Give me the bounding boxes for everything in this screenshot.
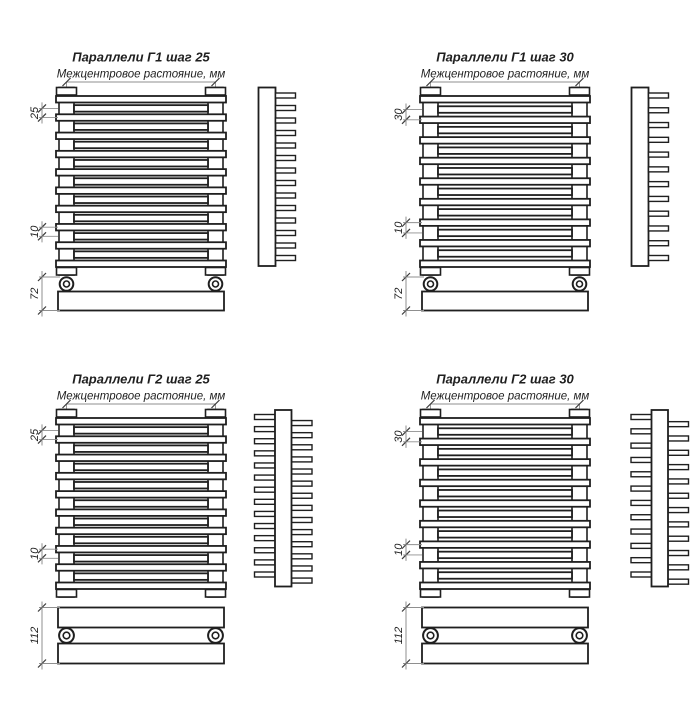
pipe-section-inner-circle bbox=[212, 632, 219, 639]
side-tube-stub bbox=[292, 457, 313, 462]
tube-front bbox=[420, 521, 590, 528]
side-tube-stub bbox=[668, 579, 689, 584]
side-tube-stub bbox=[292, 530, 313, 535]
bottom-housing bbox=[422, 644, 588, 664]
tube-back bbox=[74, 215, 208, 222]
pipe-section-inner-circle bbox=[577, 281, 583, 287]
tube-front bbox=[420, 459, 590, 466]
tube-back bbox=[74, 519, 208, 526]
tube-front bbox=[56, 242, 226, 249]
tube-front bbox=[420, 541, 590, 548]
tube-back bbox=[438, 572, 572, 579]
side-tube-stub bbox=[292, 505, 313, 510]
side-tube-stub bbox=[276, 93, 296, 98]
collector-cap bbox=[206, 268, 226, 276]
tube-back bbox=[438, 230, 572, 237]
side-tube-stub bbox=[668, 450, 689, 455]
side-tube-stub bbox=[649, 241, 669, 246]
tube-front bbox=[420, 158, 590, 165]
side-tube-stub bbox=[649, 152, 669, 157]
side-tube-stub bbox=[255, 451, 276, 456]
drawing-title: Параллели Г2 шаг 30 bbox=[436, 371, 574, 387]
side-tube-stub bbox=[668, 536, 689, 541]
tube-front bbox=[420, 439, 590, 446]
tube-back bbox=[74, 573, 208, 580]
side-tube-stub bbox=[292, 469, 313, 474]
pipe-section-inner-circle bbox=[427, 632, 434, 639]
side-tube-stub bbox=[668, 493, 689, 498]
side-tube-stub bbox=[668, 551, 689, 556]
tube-back bbox=[74, 427, 208, 434]
collector-cap bbox=[570, 410, 590, 418]
collector-cap bbox=[57, 88, 77, 96]
side-tube-stub bbox=[631, 515, 652, 520]
gap-dimension-label: 10 bbox=[29, 225, 41, 238]
side-tube-stub bbox=[631, 529, 652, 534]
tube-back bbox=[74, 197, 208, 204]
collector-cap bbox=[570, 268, 590, 276]
side-tube-stub bbox=[649, 137, 669, 142]
side-tube-stub bbox=[276, 206, 296, 211]
side-tube-stub bbox=[668, 436, 689, 441]
tube-front bbox=[56, 133, 226, 140]
gap-dimension-label: 10 bbox=[29, 547, 41, 560]
tube-front bbox=[56, 509, 226, 516]
tube-front bbox=[420, 240, 590, 247]
side-tube-stub bbox=[631, 486, 652, 491]
step-dimension-label: 30 bbox=[393, 430, 405, 443]
tube-back bbox=[438, 511, 572, 518]
collector-cap bbox=[206, 88, 226, 96]
tube-front bbox=[420, 583, 590, 590]
quadrant-parallels-g2-step-25 bbox=[29, 372, 312, 670]
side-tube-stub bbox=[668, 422, 689, 427]
tube-front bbox=[420, 500, 590, 507]
side-tube-stub bbox=[255, 499, 276, 504]
collector-cap bbox=[570, 590, 590, 598]
side-tube-stub bbox=[255, 475, 276, 480]
tube-back bbox=[438, 449, 572, 456]
tube-back bbox=[74, 123, 208, 129]
bottom-housing bbox=[422, 608, 588, 628]
pipe-section-inner-circle bbox=[213, 281, 219, 287]
step-dimension-label: 25 bbox=[29, 428, 41, 442]
side-tube-stub bbox=[255, 536, 276, 541]
step-dimension-label: 30 bbox=[393, 108, 405, 121]
tube-back bbox=[74, 445, 208, 452]
tube-back bbox=[438, 189, 572, 196]
tube-back bbox=[438, 469, 572, 476]
side-tube-stub bbox=[668, 479, 689, 484]
side-tube-stub bbox=[631, 558, 652, 563]
tube-front bbox=[56, 546, 226, 553]
side-tube-stub bbox=[276, 156, 296, 161]
tube-front bbox=[56, 224, 226, 231]
side-tube-stub bbox=[276, 131, 296, 136]
tube-back bbox=[74, 537, 208, 544]
side-tube-stub bbox=[631, 472, 652, 477]
side-tube-stub bbox=[292, 554, 313, 559]
side-tube-stub bbox=[649, 211, 669, 216]
tube-back bbox=[438, 490, 572, 497]
side-tube-stub bbox=[631, 443, 652, 448]
tube-front bbox=[420, 199, 590, 206]
side-tube-stub bbox=[255, 415, 276, 420]
pipe-section-inner-circle bbox=[576, 632, 583, 639]
side-tube-stub bbox=[276, 218, 296, 223]
tube-front bbox=[56, 418, 226, 425]
side-tube-stub bbox=[649, 226, 669, 231]
tube-back bbox=[74, 160, 208, 167]
step-dimension-label: 25 bbox=[29, 106, 41, 120]
side-profile-body bbox=[632, 88, 649, 267]
quadrant-parallels-g1-step-25 bbox=[29, 50, 296, 317]
side-tube-stub bbox=[631, 572, 652, 577]
bottom-housing bbox=[422, 292, 588, 311]
bottom-housing bbox=[58, 608, 224, 628]
side-tube-stub bbox=[276, 106, 296, 111]
quadrant-parallels-g2-step-30 bbox=[393, 372, 689, 670]
drawing-subtitle: Межцентровое растояние, мм bbox=[420, 68, 590, 81]
tube-back bbox=[438, 106, 572, 113]
tube-front bbox=[56, 455, 226, 462]
drawing-title: Параллели Г1 шаг 30 bbox=[436, 49, 574, 65]
side-tube-stub bbox=[649, 182, 669, 187]
tube-front bbox=[56, 261, 226, 268]
depth-dimension-label: 112 bbox=[393, 626, 405, 645]
tube-front bbox=[56, 114, 226, 121]
side-tube-stub bbox=[631, 429, 652, 434]
side-tube-stub bbox=[276, 143, 296, 148]
tube-back bbox=[438, 250, 572, 257]
collector-cap bbox=[570, 88, 590, 96]
side-tube-stub bbox=[292, 578, 313, 583]
tube-back bbox=[438, 531, 572, 538]
side-tube-stub bbox=[276, 118, 296, 123]
depth-dimension-label: 72 bbox=[29, 287, 41, 300]
side-profile-body bbox=[652, 410, 669, 587]
tube-back bbox=[438, 168, 572, 175]
side-tube-stub bbox=[276, 168, 296, 173]
tube-front bbox=[420, 562, 590, 569]
side-tube-stub bbox=[255, 463, 276, 468]
tube-back bbox=[438, 428, 572, 435]
side-tube-stub bbox=[649, 167, 669, 172]
tube-back bbox=[438, 147, 572, 154]
tube-front bbox=[56, 96, 226, 103]
side-tube-stub bbox=[292, 481, 313, 486]
tube-back bbox=[74, 251, 208, 258]
side-tube-stub bbox=[292, 493, 313, 498]
tube-front bbox=[56, 473, 226, 480]
tube-back bbox=[74, 464, 208, 471]
side-profile-body bbox=[259, 88, 276, 267]
side-tube-stub bbox=[255, 572, 276, 577]
drawing-subtitle: Межцентровое растояние, мм bbox=[56, 390, 226, 403]
tube-front bbox=[56, 528, 226, 535]
tube-front bbox=[420, 480, 590, 487]
tube-back bbox=[438, 209, 572, 216]
tube-front bbox=[56, 564, 226, 571]
side-tube-stub bbox=[276, 256, 296, 261]
side-tube-stub bbox=[631, 500, 652, 505]
side-tube-stub bbox=[292, 445, 313, 450]
side-tube-stub bbox=[255, 524, 276, 529]
drawing-subtitle: Межцентровое растояние, мм bbox=[420, 390, 590, 403]
tube-back bbox=[74, 233, 208, 240]
side-tube-stub bbox=[649, 93, 669, 98]
side-tube-stub bbox=[292, 542, 313, 547]
gap-dimension-label: 10 bbox=[393, 543, 405, 556]
side-tube-stub bbox=[668, 508, 689, 513]
side-tube-stub bbox=[292, 517, 313, 522]
drawing-title: Параллели Г1 шаг 25 bbox=[72, 49, 210, 65]
gap-dimension-label: 10 bbox=[393, 221, 405, 234]
side-tube-stub bbox=[668, 522, 689, 527]
tube-front bbox=[56, 206, 226, 213]
side-tube-stub bbox=[255, 560, 276, 565]
side-tube-stub bbox=[292, 566, 313, 571]
tube-back bbox=[74, 482, 208, 489]
pipe-section-inner-circle bbox=[64, 281, 70, 287]
side-tube-stub bbox=[276, 193, 296, 198]
side-tube-stub bbox=[649, 123, 669, 128]
drawing-subtitle: Межцентровое растояние, мм bbox=[56, 68, 226, 81]
quadrant-parallels-g1-step-30 bbox=[393, 50, 669, 317]
tube-back bbox=[74, 142, 208, 149]
side-tube-stub bbox=[276, 231, 296, 236]
tube-front bbox=[56, 583, 226, 590]
collector-cap bbox=[206, 590, 226, 598]
side-tube-stub bbox=[649, 256, 669, 261]
collector-cap bbox=[57, 590, 77, 598]
side-tube-stub bbox=[668, 465, 689, 470]
tube-front bbox=[56, 187, 226, 194]
collector-cap bbox=[421, 590, 441, 598]
bottom-housing bbox=[58, 644, 224, 664]
collector-cap bbox=[206, 410, 226, 418]
pipe-section-inner-circle bbox=[428, 281, 434, 287]
side-tube-stub bbox=[292, 433, 313, 438]
side-tube-stub bbox=[255, 487, 276, 492]
side-tube-stub bbox=[276, 181, 296, 186]
tube-front bbox=[56, 491, 226, 498]
side-tube-stub bbox=[255, 427, 276, 432]
tube-back bbox=[74, 555, 208, 562]
side-tube-stub bbox=[255, 439, 276, 444]
side-tube-stub bbox=[255, 548, 276, 553]
tube-back bbox=[74, 178, 208, 185]
drawing-title: Параллели Г2 шаг 25 bbox=[72, 371, 210, 387]
tube-back bbox=[438, 552, 572, 559]
side-tube-stub bbox=[255, 511, 276, 516]
bottom-housing bbox=[58, 292, 224, 311]
side-tube-stub bbox=[276, 243, 296, 248]
side-tube-stub bbox=[649, 196, 669, 201]
collector-cap bbox=[421, 268, 441, 276]
collector-cap bbox=[421, 410, 441, 418]
tube-front bbox=[420, 178, 590, 185]
collector-cap bbox=[57, 268, 77, 276]
tube-back bbox=[74, 105, 208, 112]
collector-cap bbox=[421, 88, 441, 96]
side-tube-stub bbox=[668, 565, 689, 570]
side-tube-stub bbox=[631, 457, 652, 462]
side-profile-body bbox=[275, 410, 292, 587]
tube-back bbox=[438, 127, 572, 134]
depth-dimension-label: 72 bbox=[393, 287, 405, 300]
tube-front bbox=[420, 137, 590, 144]
tube-front bbox=[56, 151, 226, 158]
tube-front bbox=[420, 219, 590, 226]
side-tube-stub bbox=[292, 421, 313, 426]
tube-front bbox=[420, 96, 590, 103]
tube-front bbox=[420, 418, 590, 425]
tube-front bbox=[420, 261, 590, 268]
tube-front bbox=[420, 117, 590, 124]
collector-cap bbox=[57, 410, 77, 418]
tube-front bbox=[56, 436, 226, 443]
side-tube-stub bbox=[631, 415, 652, 420]
side-tube-stub bbox=[631, 543, 652, 548]
tube-back bbox=[74, 500, 208, 507]
pipe-section-inner-circle bbox=[63, 632, 70, 639]
depth-dimension-label: 112 bbox=[29, 626, 41, 645]
side-tube-stub bbox=[649, 108, 669, 113]
tube-front bbox=[56, 169, 226, 176]
